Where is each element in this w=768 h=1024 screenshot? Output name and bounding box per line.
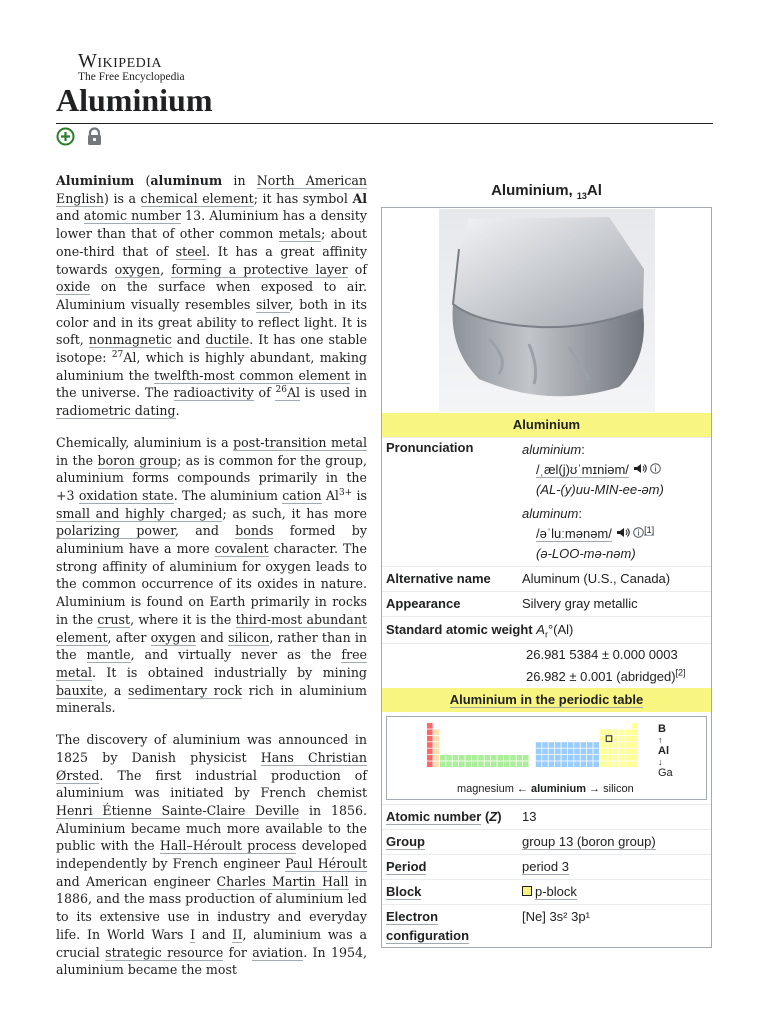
periodic-cell [472, 755, 478, 761]
periodic-cell [433, 729, 439, 735]
period-link[interactable]: Period [386, 859, 427, 874]
periodic-cell [587, 761, 593, 767]
periodic-cell [433, 749, 439, 755]
periodic-cell [632, 761, 638, 767]
periodic-cell [625, 736, 631, 742]
title-divider [56, 123, 713, 124]
periodic-cell [536, 742, 542, 748]
article-link[interactable]: oxide [56, 279, 91, 295]
neighbor-left-link[interactable]: magnesium [457, 783, 514, 795]
periodic-cell [619, 761, 625, 767]
periodic-cell [625, 749, 631, 755]
periodic-cell [581, 761, 587, 767]
aluminium-cell-highlight [606, 736, 612, 742]
periodic-cell [523, 755, 529, 761]
periodic-table-link[interactable]: Aluminium in the periodic table [449, 692, 644, 707]
periodic-cell [465, 761, 471, 767]
appearance-row: Appearance Silvery gray metallic [382, 591, 711, 616]
article-link[interactable]: forming a protective layer [171, 261, 348, 277]
periodic-cell [568, 761, 574, 767]
periodic-cell [625, 755, 631, 761]
periodic-cell [606, 729, 612, 735]
periodic-cell [632, 736, 638, 742]
article-link[interactable]: Henri Étienne Sainte-Claire Deville [56, 802, 300, 818]
block-row [382, 879, 711, 904]
periodic-cell [465, 755, 471, 761]
periodic-cell [581, 742, 587, 748]
article-link[interactable]: North American English [56, 173, 367, 206]
block-value-link[interactable]: p-block [535, 884, 577, 899]
periodic-cell [632, 742, 638, 748]
citation-1[interactable]: [1] [644, 524, 655, 535]
periodic-table-box [386, 716, 707, 800]
article-link[interactable]: silver [255, 296, 290, 312]
periodic-cell [504, 761, 510, 767]
periodic-cell [536, 761, 542, 767]
info-icon[interactable] [650, 462, 661, 477]
periodic-cell [427, 723, 433, 729]
article-link[interactable]: ductile [205, 332, 250, 348]
article-link[interactable]: small and highly charged [56, 505, 223, 521]
article-link[interactable]: I [190, 926, 196, 942]
periodic-cell [427, 755, 433, 761]
periodic-cell [510, 755, 516, 761]
infobox-caption: Aluminium, $_{13}$Al [491, 182, 602, 201]
period-row [382, 854, 711, 879]
periodic-cell [549, 742, 555, 748]
pronunciation-value: aluminium: /ˌæl(j)ʊˈmɪniəm/ (AL-(y)uu-MIN-ee-əm) aluminum: /əˈluːmənəm/ [1] (ə-LOO-mə-nəm) [522, 442, 664, 561]
arrow-down-icon: ↓ [658, 757, 663, 767]
periodic-cell [625, 761, 631, 767]
periodic-cell [497, 761, 503, 767]
periodic-cell [427, 736, 433, 742]
periodic-cell [619, 755, 625, 761]
element-below[interactable]: Ga [658, 767, 673, 779]
atomic-weight-row: Standard atomic weight $A_r^\circ(Al)$ 26.981 5384 ± 0.000 0003 26.982 ± 0.001 (abridged)[2] [382, 616, 711, 688]
periodic-cell [427, 749, 433, 755]
periodic-cell [625, 742, 631, 748]
periodic-cell [574, 761, 580, 767]
periodic-cell [485, 761, 491, 767]
article-link[interactable]: covalent [214, 541, 269, 557]
article-paragraph-chemistry: Chemically, aluminium is a post-transition metal in the boron group; as is common for the group, aluminium forms compounds primarily in the +3 oxidation state. The aluminium cation $Al^{3+}$ is small and highly charged; as such, it has more polarizing power, and bonds formed by aluminium have a more covalent character. The strong affinity of aluminium for oxygen leads to the common occurrence of its oxides in nature. Aluminium is found on Earth primarily in rocks in the crust, where it is the third-most abundant element, after oxygen and silicon, rather than in the mantle, and virtually never as the free metal. It is obtained industrially by mining bauxite, a sedimentary rock rich in aluminium minerals. [56, 434, 367, 716]
periodic-cell [542, 742, 548, 748]
article-link[interactable]: Paul Héroult [285, 856, 368, 872]
periodic-cell [568, 755, 574, 761]
infobox [381, 175, 712, 948]
periodic-cell [536, 755, 542, 761]
periodic-cell [600, 749, 606, 755]
periodic-cell [613, 755, 619, 761]
periodic-cell [523, 761, 529, 767]
group-link[interactable]: Group [386, 834, 425, 849]
periodic-cell [593, 749, 599, 755]
article-link[interactable]: free metal [56, 647, 367, 680]
atomic-number-row: Atomic number (Z) 13 [382, 804, 711, 829]
periodic-cell [632, 749, 638, 755]
periodic-cell [459, 755, 465, 761]
article-link[interactable]: radioactivity [173, 385, 254, 401]
page-title: Aluminium [56, 82, 213, 118]
article-link[interactable]: crust [97, 611, 131, 627]
article-link[interactable]: boron group [97, 452, 178, 468]
periodic-cell [613, 742, 619, 748]
periodic-cell [491, 755, 497, 761]
periodic-cell [433, 736, 439, 742]
periodic-cell [427, 761, 433, 767]
atomic-number-link[interactable]: Atomic number [386, 809, 482, 824]
periodic-cell [600, 761, 606, 767]
periodic-cell [446, 761, 452, 767]
periodic-cell [593, 755, 599, 761]
ipa-aluminium-link[interactable]: /ˌæl(j)ʊˈmɪniəm/ [536, 462, 629, 477]
wikipedia-logo[interactable] [78, 50, 185, 83]
periodic-cell [587, 749, 593, 755]
article-link[interactable]: third-most abundant element [56, 611, 367, 645]
periodic-cell [619, 736, 625, 742]
article-link[interactable]: metals [278, 226, 322, 242]
article-link[interactable]: sedimentary rock [128, 682, 243, 698]
article-link[interactable]: 26 [275, 385, 286, 401]
periodic-cell [606, 755, 612, 761]
infobox-header: Aluminium [382, 413, 711, 437]
periodic-cell [600, 736, 606, 742]
periodic-cell [632, 755, 638, 761]
article-link[interactable]: polarizing power [56, 523, 175, 539]
article-link[interactable]: silicon [228, 629, 270, 645]
electron-configuration-row: Electron configuration [Ne] 3s² 3p¹ [382, 904, 711, 947]
periodic-cell [593, 761, 599, 767]
article-link[interactable]: nonmagnetic [88, 332, 172, 348]
article-link[interactable]: Charles Martin Hall [216, 873, 349, 889]
periodic-cell [606, 749, 612, 755]
periodic-cell [619, 749, 625, 755]
periodic-cell [606, 742, 612, 748]
group-value-link[interactable]: group 13 (boron group) [522, 834, 656, 849]
periodic-cell [606, 761, 612, 767]
electron-configuration-link[interactable]: Electron configuration [386, 909, 470, 943]
periodic-cell [440, 761, 446, 767]
periodic-cell [600, 755, 606, 761]
periodic-cell [542, 761, 548, 767]
periodic-cell [613, 729, 619, 735]
ipa-aluminum-link[interactable]: /əˈluːmənəm/ [536, 526, 612, 541]
periodic-cell [593, 742, 599, 748]
element-above[interactable]: B [658, 723, 666, 735]
periodic-cell [549, 761, 555, 767]
periodic-cell [632, 723, 638, 729]
periodic-neighbors: magnesium ← aluminium → silicon [457, 783, 634, 795]
periodic-cell [619, 742, 625, 748]
periodic-cell [561, 749, 567, 755]
article-link[interactable]: post-transition metal [233, 434, 367, 450]
periodic-cell [433, 742, 439, 748]
article-paragraph-intro: Aluminium (aluminum in North American English) is a chemical element; it has symbol Al and atomic number 13. Aluminium has a density lower than that of other common metals; about one-third that of steel. It has a great affinity towards oxygen, forming a protective layer of oxide on the surface when exposed to air. Aluminium visually resembles silver, both in its color and in its great ability to reflect light. It is soft, nonmagnetic and ductile. It has one stable isotope: $^{27}$Al, which is highly abundant, making aluminium the twelfth-most common element in the universe. The radioactivity of $^{26}$Al is used in radiometric dating. [56, 173, 368, 419]
article-paragraph-history: The discovery of aluminium was announced in 1825 by Danish physicist Hans Christian Ørsted. The first industrial production of aluminium was initiated by French chemist Henri Étienne Sainte-Claire Deville in 1856. Aluminium became much more available to the public with the Hall–Héroult process developed independently by French engineer Paul Héroult and American engineer Charles Martin Hall in 1886, and the mass production of aluminium led to its extensive use in industry and everyday life. In World Wars I and II, aluminium was a crucial strategic resource for aviation. In 1954, aluminium became the most [56, 732, 368, 978]
periodic-cell [600, 742, 606, 748]
article-link[interactable]: bonds [235, 523, 274, 539]
periodic-cell [504, 755, 510, 761]
periodic-cell [517, 755, 523, 761]
periodic-cell [549, 755, 555, 761]
periodic-cell [555, 742, 561, 748]
block-link[interactable]: Block [386, 884, 422, 899]
block-swatch [522, 886, 532, 896]
add-icon[interactable] [56, 127, 75, 146]
periodic-cell [549, 749, 555, 755]
periodic-cell [555, 761, 561, 767]
periodic-cell [542, 749, 548, 755]
periodic-cell [478, 761, 484, 767]
alternative-name-row: Alternative name Aluminum (U.S., Canada) [382, 566, 711, 591]
article-link[interactable]: steel [175, 243, 207, 259]
periodic-cell [536, 749, 542, 755]
periodic-cell [613, 736, 619, 742]
periodic-cell [613, 749, 619, 755]
periodic-cell [446, 755, 452, 761]
info-icon[interactable] [633, 526, 644, 541]
periodic-cell [561, 761, 567, 767]
periodic-cell [555, 755, 561, 761]
arrow-up-icon: ↑ [658, 735, 663, 745]
periodic-cell [600, 729, 606, 735]
page-status-icons [56, 127, 104, 146]
periodic-cell [427, 742, 433, 748]
article-link[interactable]: cation [282, 487, 322, 503]
article-link[interactable]: twelfth-most common element [154, 367, 350, 383]
periodic-cell [542, 755, 548, 761]
citation-2[interactable]: [2] [675, 667, 686, 678]
article-link[interactable]: Hall–Héroult process [159, 838, 297, 854]
article-link[interactable]: oxidation state [78, 487, 174, 503]
article-link[interactable]: oxygen [150, 629, 197, 645]
speaker-icon[interactable] [633, 462, 647, 477]
periodic-cell [440, 755, 446, 761]
periodic-cell [433, 755, 439, 761]
periodic-cell [587, 755, 593, 761]
periodic-cell [485, 755, 491, 761]
neighbor-right-link[interactable]: silicon [603, 783, 634, 795]
periodic-cell [517, 761, 523, 767]
article-link[interactable]: oxygen [114, 261, 161, 277]
aluminium-sample-image[interactable] [382, 208, 711, 413]
periodic-cell [574, 749, 580, 755]
pronunciation-row [382, 437, 711, 566]
periodic-cell [574, 755, 580, 761]
article-link[interactable]: mantle [86, 647, 131, 663]
article-link[interactable]: radiometric dating [56, 403, 176, 419]
periodic-cell [491, 761, 497, 767]
article-link[interactable]: Al [286, 385, 301, 401]
periodic-cell [568, 742, 574, 748]
article-link[interactable]: bauxite [56, 682, 104, 698]
current-element-symbol: Al [658, 745, 669, 757]
article-body [56, 172, 367, 993]
article-link[interactable]: strategic resource [105, 944, 224, 960]
pronunciation-label: Pronunciation [386, 440, 474, 455]
periodic-cell [427, 729, 433, 735]
periodic-cell [433, 761, 439, 767]
periodic-cell [478, 755, 484, 761]
periodic-cell [555, 749, 561, 755]
speaker-icon[interactable] [616, 526, 630, 541]
wikipedia-tagline: The Free Encyclopedia [78, 71, 185, 83]
article-link[interactable]: Hans Christian Ørsted [56, 749, 367, 783]
wikipedia-wordmark: Wikipedia [78, 50, 163, 72]
atomic-weight-link[interactable]: Standard atomic weight [386, 622, 533, 637]
periodic-cell [472, 761, 478, 767]
periodic-cell [613, 761, 619, 767]
lock-icon[interactable] [85, 127, 104, 146]
periodic-table-header [382, 688, 711, 712]
article-link[interactable]: chemical element [140, 190, 254, 206]
periodic-cell [625, 729, 631, 735]
group-row [382, 829, 711, 854]
periodic-cell [568, 749, 574, 755]
periodic-cell [497, 755, 503, 761]
periodic-cell [587, 742, 593, 748]
article-link[interactable]: II [232, 926, 243, 942]
periodic-cell [561, 755, 567, 761]
periodic-cell [561, 742, 567, 748]
period-value-link[interactable]: period 3 [522, 859, 569, 874]
periodic-cell [459, 761, 465, 767]
periodic-cell [453, 755, 459, 761]
mini-periodic-table[interactable] [427, 723, 687, 787]
periodic-cell [574, 742, 580, 748]
periodic-cell [619, 729, 625, 735]
article-link[interactable]: aviation [252, 944, 304, 960]
article-link[interactable]: atomic number [83, 208, 181, 224]
periodic-cell [632, 729, 638, 735]
periodic-cell [581, 755, 587, 761]
periodic-cell [581, 749, 587, 755]
periodic-cell [453, 761, 459, 767]
periodic-cell [510, 761, 516, 767]
